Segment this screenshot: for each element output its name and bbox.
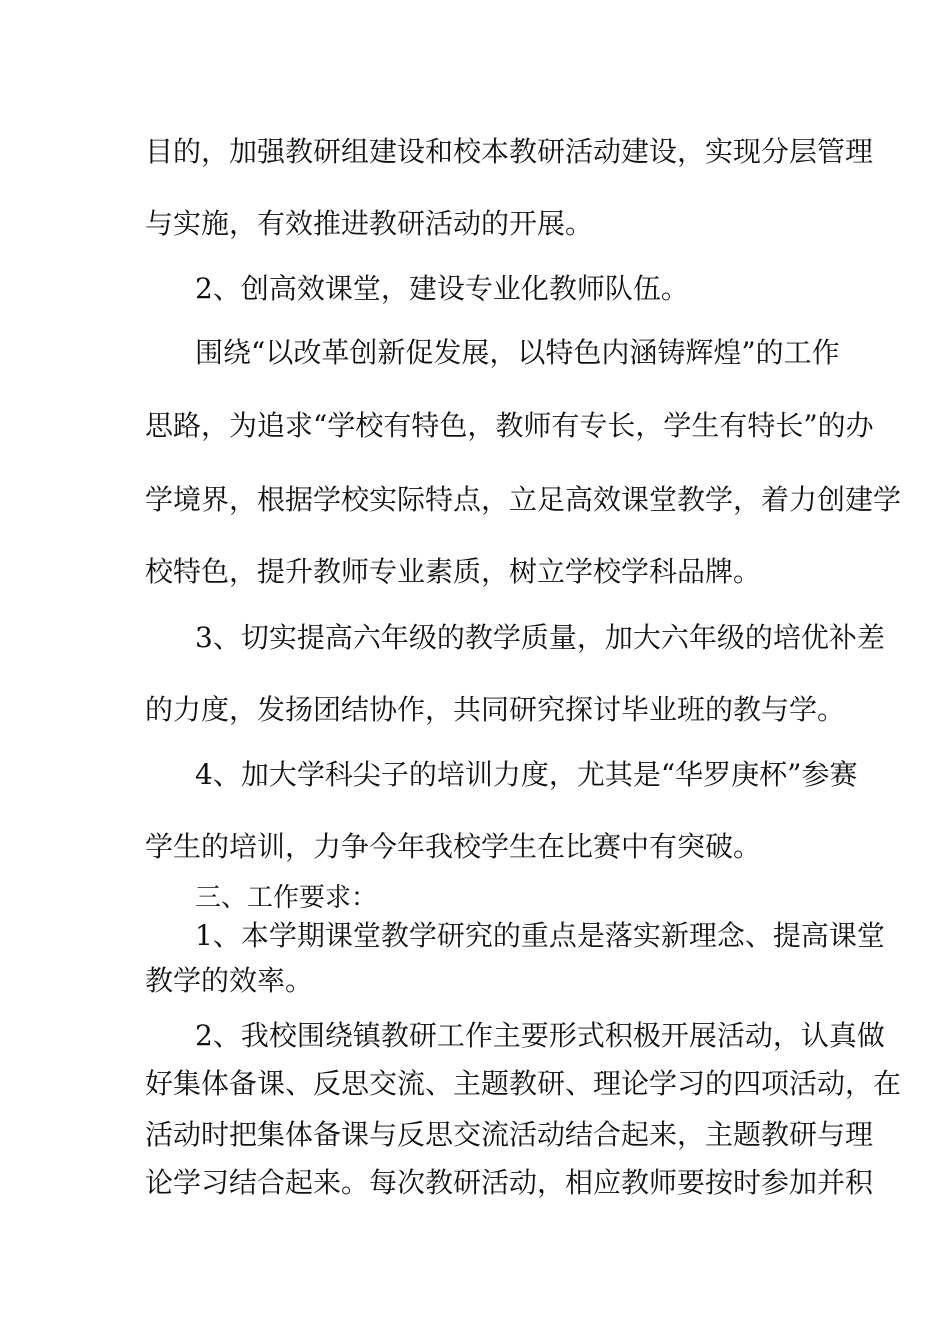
text-line-4: 围绕“以改革创新促发展，以特色内涵铸辉煌”的工作 xyxy=(195,336,840,369)
text-line-10: 4、加大学科尖子的培训力度，尤其是“华罗庚杯”参赛 xyxy=(195,758,858,791)
text-line-9: 的力度，发扬团结协作，共同研究探讨毕业班的教与学。 xyxy=(145,693,846,726)
text-line-2: 与实施，有效推进教研活动的开展。 xyxy=(145,207,594,240)
text-line-6: 学境界，根据学校实际特点，立足高效课堂教学，着力创建学 xyxy=(145,483,902,516)
text-line-8: 3、切实提高六年级的教学质量，加大六年级的培优补差 xyxy=(195,621,885,654)
text-line-7: 校特色，提升教师专业素质，树立学校学科品牌。 xyxy=(145,555,762,588)
text-line-1: 目的，加强教研组建设和校本教研活动建设，实现分层管理 xyxy=(145,135,874,168)
text-line-11: 学生的培训，力争今年我校学生在比赛中有突破。 xyxy=(145,830,762,863)
text-line-17: 活动时把集体备课与反思交流活动结合起来，主题教研与理 xyxy=(145,1118,874,1151)
text-line-5: 思路，为追求“学校有特色，教师有专长，学生有特长”的办 xyxy=(145,409,874,442)
text-line-16: 好集体备课、反思交流、主题教研、理论学习的四项活动，在 xyxy=(145,1067,902,1100)
text-line-13: 1、本学期课堂教学研究的重点是落实新理念、提高课堂 xyxy=(195,919,885,952)
section-heading: 三、工作要求： xyxy=(195,883,378,913)
text-line-15: 2、我校围绕镇教研工作主要形式积极开展活动，认真做 xyxy=(195,1019,885,1052)
text-line-18: 论学习结合起来。每次教研活动，相应教师要按时参加并积 xyxy=(145,1166,874,1199)
text-line-14: 教学的效率。 xyxy=(145,964,314,997)
text-line-3: 2、创高效课堂，建设专业化教师队伍。 xyxy=(195,272,689,305)
